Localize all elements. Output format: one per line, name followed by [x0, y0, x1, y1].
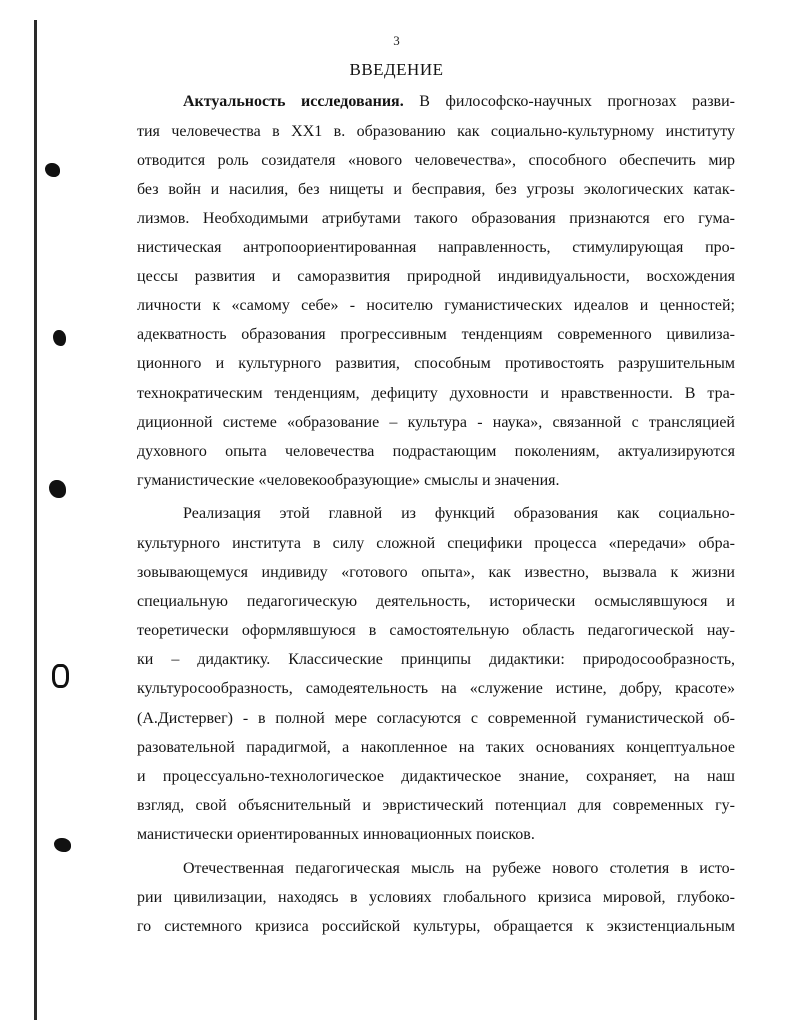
binding-hole-mark	[45, 163, 60, 177]
paragraph-line: разовательной парадигмой, а накопленное на таких основаниях концептуальное	[137, 739, 735, 756]
section-lead: Актуальность исследования.	[183, 93, 404, 110]
paragraph-line: культуросообразность, самодеятельность на «служение истине, добру, красоте»	[137, 680, 735, 697]
paragraph-line: духовного опыта человечества подрастающим поколениям, актуализируются	[137, 443, 735, 460]
paragraph-line: отводится роль созидателя «нового человечества», способного обеспечить мир	[137, 152, 735, 169]
paragraph-line: без войн и насилия, без нищеты и бесправия, без угрозы экологических катак-	[137, 181, 735, 198]
paragraph-line: и процессуально-технологическое дидактическое знание, сохраняет, на наш	[137, 768, 735, 785]
paragraph-line: манистически ориентированных инновационных поисков.	[137, 826, 535, 843]
paragraph-line: специальную педагогическую деятельность, исторически осмыслявшуюся и	[137, 593, 735, 610]
paragraph-line: го системного кризиса российской культуры, обращается к экзистенциальным	[137, 918, 735, 935]
binding-hole-mark	[52, 664, 69, 688]
paragraph-line: нистическая антропоориентированная направленность, стимулирующая про-	[137, 239, 735, 256]
paragraph-line: Актуальность исследования. В философско-научных прогнозах разви-	[183, 93, 735, 110]
paragraph-line: цессы развития и саморазвития природной индивидуальности, восхождения	[137, 268, 735, 285]
paragraph-line: адекватность образования прогрессивным тенденциям современного цивилиза-	[137, 326, 735, 343]
paragraph-line: (А.Дистервег) - в полной мере согласуются с современной гуманистической об-	[137, 710, 735, 727]
paragraph-line: зовывающемуся индивиду «готового опыта», как известно, вызвала к жизни	[137, 564, 735, 581]
paragraph-line: технократическим тенденциям, дефициту духовности и нравственности. В тра-	[137, 385, 735, 402]
paragraph-line: лизмов. Необходимыми атрибутами такого образования признаются его гума-	[137, 210, 735, 227]
paragraph-line: ционного и культурного развития, способным противостоять разрушительным	[137, 355, 735, 372]
paragraph-line: теоретически оформлявшуюся в самостоятельную область педагогической нау-	[137, 622, 735, 639]
binding-hole-mark	[53, 330, 66, 346]
paragraph-line: тия человечества в XX1 в. образованию как социально-культурному институту	[137, 123, 735, 140]
paragraph-line: рии цивилизации, находясь в условиях глобального кризиса мировой, глубоко-	[137, 889, 735, 906]
section-heading: ВВЕДЕНИЕ	[349, 60, 444, 79]
paragraph-line: гуманистические «человекообразующие» смыслы и значения.	[137, 472, 560, 489]
paragraph-line: ки – дидактику. Классические принципы дидактики: природосообразность,	[137, 651, 735, 668]
binding-hole-mark	[54, 838, 71, 852]
paragraph-line: Реализация этой главной из функций образования как социально-	[183, 505, 735, 522]
scan-page-edge	[34, 20, 37, 1020]
binding-hole-mark	[49, 480, 66, 498]
paragraph-line: Отечественная педагогическая мысль на рубеже нового столетия в исто-	[183, 860, 735, 877]
paragraph-line: диционной системе «образование – культура - наука», связанной с трансляцией	[137, 414, 735, 431]
paragraph-line: взгляд, свой объяснительный и эвристический потенциал для современных гу-	[137, 797, 735, 814]
page-number: 3	[393, 33, 400, 48]
paragraph-line: личности к «самому себе» - носителю гуманистических идеалов и ценностей;	[137, 297, 735, 314]
paragraph-line: культурного института в силу сложной специфики процесса «передачи» обра-	[137, 535, 735, 552]
